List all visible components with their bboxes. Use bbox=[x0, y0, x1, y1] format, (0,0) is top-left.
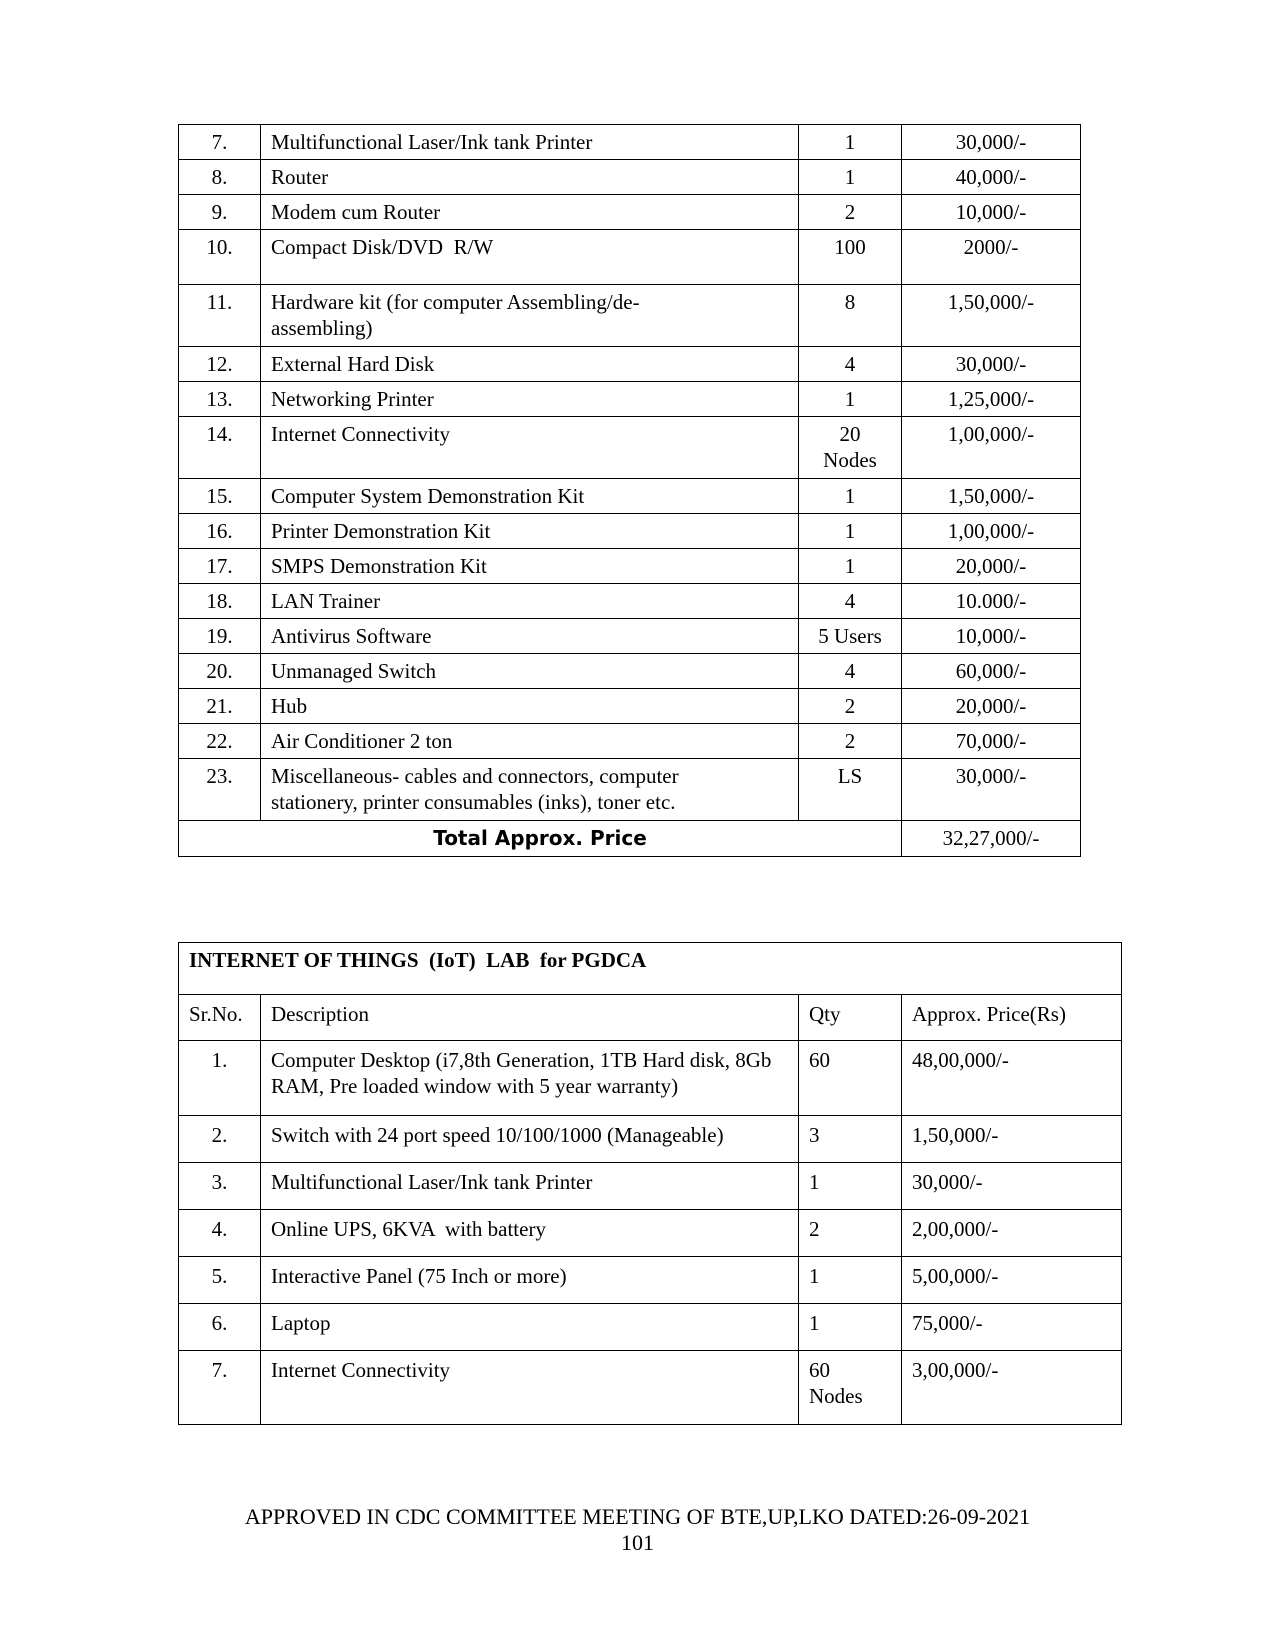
sr-cell: 13. bbox=[179, 382, 261, 417]
price-cell: 1,50,000/- bbox=[902, 285, 1081, 347]
sr-cell: 6. bbox=[179, 1304, 261, 1351]
qty-cell: 3 bbox=[799, 1116, 902, 1163]
table-row bbox=[179, 230, 1081, 285]
sr-cell: 7. bbox=[179, 1351, 261, 1425]
table-row bbox=[179, 689, 1081, 724]
sr-cell: 11. bbox=[179, 285, 261, 347]
table-row bbox=[179, 479, 1081, 514]
description-cell: External Hard Disk bbox=[261, 347, 799, 382]
description-cell: SMPS Demonstration Kit bbox=[261, 549, 799, 584]
table-row bbox=[179, 1116, 1122, 1163]
description-cell: Internet Connectivity bbox=[261, 1351, 799, 1425]
description-cell: Unmanaged Switch bbox=[261, 654, 799, 689]
price-cell: 20,000/- bbox=[902, 689, 1081, 724]
qty-cell: 1 bbox=[799, 514, 902, 549]
qty-cell: 1 bbox=[799, 125, 902, 160]
description-cell: Hub bbox=[261, 689, 799, 724]
price-cell: 1,00,000/- bbox=[902, 514, 1081, 549]
description-cell: Antivirus Software bbox=[261, 619, 799, 654]
price-cell: 20,000/- bbox=[902, 549, 1081, 584]
qty-cell: 1 bbox=[799, 1304, 902, 1351]
header-description: Description bbox=[261, 995, 799, 1041]
sr-cell: 8. bbox=[179, 160, 261, 195]
price-cell: 60,000/- bbox=[902, 654, 1081, 689]
description-cell: Computer System Demonstration Kit bbox=[261, 479, 799, 514]
description-cell: Interactive Panel (75 Inch or more) bbox=[261, 1257, 799, 1304]
description-cell: Online UPS, 6KVA with battery bbox=[261, 1210, 799, 1257]
description-cell: Internet Connectivity bbox=[261, 417, 799, 479]
sr-cell: 1. bbox=[179, 1041, 261, 1116]
price-cell: 1,50,000/- bbox=[902, 479, 1081, 514]
description-cell: Miscellaneous- cables and connectors, computer stationery, printer consumables (inks), toner etc. bbox=[261, 759, 799, 821]
description-cell: Networking Printer bbox=[261, 382, 799, 417]
price-cell: 30,000/- bbox=[902, 759, 1081, 821]
table-header-row bbox=[179, 995, 1122, 1041]
sr-cell: 7. bbox=[179, 125, 261, 160]
price-cell: 30,000/- bbox=[902, 125, 1081, 160]
qty-cell: LS bbox=[799, 759, 902, 821]
table-row bbox=[179, 382, 1081, 417]
price-cell: 5,00,000/- bbox=[902, 1257, 1122, 1304]
sr-cell: 16. bbox=[179, 514, 261, 549]
table-row bbox=[179, 654, 1081, 689]
description-cell: Multifunctional Laser/Ink tank Printer bbox=[261, 125, 799, 160]
qty-cell: 4 bbox=[799, 584, 902, 619]
sr-cell: 3. bbox=[179, 1163, 261, 1210]
sr-cell: 2. bbox=[179, 1116, 261, 1163]
table-title-row bbox=[179, 943, 1122, 995]
table-row bbox=[179, 1351, 1122, 1425]
iot-lab-table bbox=[178, 942, 1122, 1425]
sr-cell: 17. bbox=[179, 549, 261, 584]
description-cell: Printer Demonstration Kit bbox=[261, 514, 799, 549]
table-title: INTERNET OF THINGS (IoT) LAB for PGDCA bbox=[179, 943, 1122, 995]
qty-cell: 4 bbox=[799, 347, 902, 382]
sr-cell: 18. bbox=[179, 584, 261, 619]
table-row bbox=[179, 285, 1081, 347]
qty-cell: 5 Users bbox=[799, 619, 902, 654]
price-cell: 48,00,000/- bbox=[902, 1041, 1122, 1116]
table-row bbox=[179, 1210, 1122, 1257]
page-number: 101 bbox=[621, 1530, 654, 1555]
header-price: Approx. Price(Rs) bbox=[902, 995, 1122, 1041]
total-row bbox=[179, 821, 1081, 857]
table-row bbox=[179, 759, 1081, 821]
qty-cell: 8 bbox=[799, 285, 902, 347]
table-row bbox=[179, 584, 1081, 619]
table-row bbox=[179, 1304, 1122, 1351]
sr-cell: 12. bbox=[179, 347, 261, 382]
price-cell: 75,000/- bbox=[902, 1304, 1122, 1351]
price-cell: 40,000/- bbox=[902, 160, 1081, 195]
description-cell: Switch with 24 port speed 10/100/1000 (Manageable) bbox=[261, 1116, 799, 1163]
qty-cell: 60 Nodes bbox=[799, 1351, 902, 1425]
price-cell: 1,25,000/- bbox=[902, 382, 1081, 417]
sr-cell: 19. bbox=[179, 619, 261, 654]
table-row bbox=[179, 514, 1081, 549]
qty-cell: 1 bbox=[799, 382, 902, 417]
total-value: 32,27,000/- bbox=[902, 821, 1081, 857]
sr-cell: 5. bbox=[179, 1257, 261, 1304]
sr-cell: 9. bbox=[179, 195, 261, 230]
sr-cell: 4. bbox=[179, 1210, 261, 1257]
price-cell: 2000/- bbox=[902, 230, 1081, 285]
qty-cell: 2 bbox=[799, 1210, 902, 1257]
table-row bbox=[179, 417, 1081, 479]
table-row bbox=[179, 1041, 1122, 1116]
qty-cell: 1 bbox=[799, 1163, 902, 1210]
qty-cell: 1 bbox=[799, 160, 902, 195]
price-cell: 10.000/- bbox=[902, 584, 1081, 619]
sr-cell: 22. bbox=[179, 724, 261, 759]
price-cell: 30,000/- bbox=[902, 1163, 1122, 1210]
price-cell: 3,00,000/- bbox=[902, 1351, 1122, 1425]
table-row bbox=[179, 1163, 1122, 1210]
qty-cell: 4 bbox=[799, 654, 902, 689]
table-row bbox=[179, 125, 1081, 160]
header-qty: Qty bbox=[799, 995, 902, 1041]
table-row bbox=[179, 160, 1081, 195]
description-cell: Compact Disk/DVD R/W bbox=[261, 230, 799, 285]
price-cell: 2,00,000/- bbox=[902, 1210, 1122, 1257]
sr-cell: 10. bbox=[179, 230, 261, 285]
qty-cell: 1 bbox=[799, 549, 902, 584]
qty-cell: 2 bbox=[799, 689, 902, 724]
table-row bbox=[179, 619, 1081, 654]
sr-cell: 21. bbox=[179, 689, 261, 724]
description-cell: LAN Trainer bbox=[261, 584, 799, 619]
qty-cell: 1 bbox=[799, 1257, 902, 1304]
qty-cell: 2 bbox=[799, 724, 902, 759]
price-cell: 1,00,000/- bbox=[902, 417, 1081, 479]
description-cell: Laptop bbox=[261, 1304, 799, 1351]
price-cell: 70,000/- bbox=[902, 724, 1081, 759]
price-cell: 1,50,000/- bbox=[902, 1116, 1122, 1163]
equipment-table-continued bbox=[178, 124, 1081, 857]
table-row bbox=[179, 195, 1081, 230]
sr-cell: 15. bbox=[179, 479, 261, 514]
table-row bbox=[179, 347, 1081, 382]
sr-cell: 23. bbox=[179, 759, 261, 821]
price-cell: 10,000/- bbox=[902, 619, 1081, 654]
qty-cell: 1 bbox=[799, 479, 902, 514]
qty-cell: 2 bbox=[799, 195, 902, 230]
qty-cell: 100 bbox=[799, 230, 902, 285]
total-label: Total Approx. Price bbox=[179, 821, 902, 857]
sr-cell: 20. bbox=[179, 654, 261, 689]
description-cell: Multifunctional Laser/Ink tank Printer bbox=[261, 1163, 799, 1210]
description-cell: Computer Desktop (i7,8th Generation, 1TB Hard disk, 8Gb RAM, Pre loaded window with 5 year warranty) bbox=[261, 1041, 799, 1116]
header-sr: Sr.No. bbox=[179, 995, 261, 1041]
qty-cell: 60 bbox=[799, 1041, 902, 1116]
description-cell: Modem cum Router bbox=[261, 195, 799, 230]
price-cell: 30,000/- bbox=[902, 347, 1081, 382]
table-row bbox=[179, 724, 1081, 759]
description-cell: Router bbox=[261, 160, 799, 195]
approval-footer: APPROVED IN CDC COMMITTEE MEETING OF BTE,UP,LKO DATED:26-09-2021 bbox=[244, 1504, 1031, 1529]
price-cell: 10,000/- bbox=[902, 195, 1081, 230]
description-cell: Air Conditioner 2 ton bbox=[261, 724, 799, 759]
table-row bbox=[179, 1257, 1122, 1304]
table-row bbox=[179, 549, 1081, 584]
qty-cell: 20 Nodes bbox=[799, 417, 902, 479]
sr-cell: 14. bbox=[179, 417, 261, 479]
description-cell: Hardware kit (for computer Assembling/de-assembling) bbox=[261, 285, 799, 347]
